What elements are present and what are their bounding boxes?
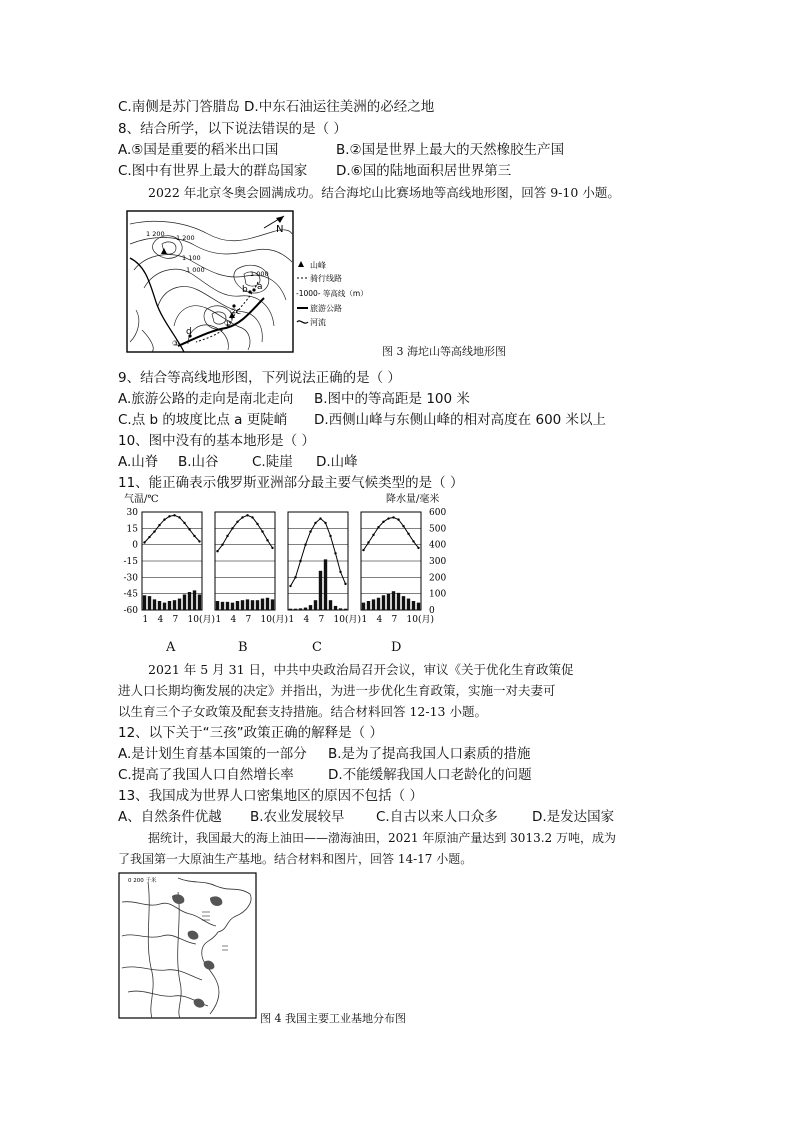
precip-bar <box>324 559 327 610</box>
precip-bar <box>402 596 405 610</box>
q9-stem: 9、结合等高线地形图，下列说法正确的是（ ） <box>118 370 401 386</box>
month-tick-label: 7 <box>318 615 325 625</box>
temp-point <box>158 524 160 526</box>
temp-point <box>193 535 195 537</box>
chart-label-b: B <box>238 640 248 655</box>
precip-bar <box>178 599 181 610</box>
temp-point <box>163 518 165 520</box>
q10-option-a: A.山脊 <box>118 454 159 470</box>
temp-point <box>417 547 419 549</box>
month-tick-label: 10(月) <box>333 615 361 625</box>
precip-bar <box>261 599 264 610</box>
chart-label-a: A <box>166 640 176 655</box>
circled-number: ③ <box>172 339 180 348</box>
chart-label-c: C <box>312 640 322 655</box>
temp-point <box>314 522 316 524</box>
intro-12-13-line2: 进人口长期均衡发展的决定》并指出，为进一步优化生育政策，实施一对夫妻可 <box>118 683 556 698</box>
contour-label: 1 200 <box>146 230 165 238</box>
temp-point <box>241 516 243 518</box>
temp-point <box>299 560 301 562</box>
temp-point <box>256 523 258 525</box>
climate-charts <box>118 490 458 640</box>
q9-option-b: B.图中的等高距是 100 米 <box>314 391 470 407</box>
chart-label-d: D <box>391 640 402 655</box>
precip-bar <box>314 600 317 610</box>
temp-point <box>362 549 364 551</box>
q12-option-a: A.是计划生育基本国策的一部分 <box>118 746 307 762</box>
precip-bar <box>329 600 332 610</box>
temp-point <box>183 522 185 524</box>
precip-tick-label: 400 <box>429 540 447 551</box>
fig4-caption: 图 4 我国主要工业基地分布图 <box>260 1012 406 1025</box>
temp-point <box>178 516 180 518</box>
precip-bar <box>372 599 375 610</box>
q9-option-c: C.点 b 的坡度比点 a 更陡峭 <box>118 412 288 428</box>
month-tick-label: 1 <box>361 615 368 625</box>
temp-axis-title: 气温/℃ <box>124 494 159 505</box>
precip-tick-label: 300 <box>429 557 447 567</box>
precip-bar <box>392 591 395 610</box>
precip-bar <box>344 609 347 610</box>
precip-bar <box>183 594 186 610</box>
legend-river: 河流 <box>310 318 326 327</box>
month-tick-label: 7 <box>172 615 179 625</box>
precip-tick-label: 500 <box>429 524 447 535</box>
temp-tick-label: 0 <box>132 540 138 551</box>
month-tick-label: 4 <box>230 615 237 625</box>
q12-option-b: B.是为了提高我国人口素质的措施 <box>328 746 531 762</box>
contour-label: 1 000 <box>250 270 269 278</box>
precip-bar <box>153 599 156 610</box>
temp-point <box>319 517 321 519</box>
temp-point <box>153 530 155 532</box>
precip-bar <box>377 598 380 610</box>
month-tick-label: 10(月) <box>406 615 434 625</box>
q10-option-d: D.山峰 <box>316 454 358 470</box>
precip-bar <box>193 590 196 610</box>
industrial-base-map <box>118 872 258 1020</box>
precip-bar <box>417 603 420 610</box>
precip-bar <box>362 603 365 610</box>
q12-option-c: C.提高了我国人口自然增长率 <box>118 767 294 783</box>
precip-bar <box>299 608 302 610</box>
precip-bar <box>158 601 161 610</box>
legend-contour: -1000- 等高线（m） <box>296 289 368 298</box>
q12-option-d: D.不能缓解我国人口老龄化的问题 <box>328 767 532 783</box>
q13-option-b: B.农业发展较早 <box>250 809 345 825</box>
precip-bar <box>198 594 201 610</box>
contour-map-legend <box>296 260 378 334</box>
q11-stem: 11、能正确表示俄罗斯亚洲部分最主要气候类型的是（ ） <box>118 475 464 491</box>
month-tick-label: 1 <box>142 615 149 625</box>
intro-12-13-line3: 以生育三个子女政策及配套支持措施。结合材料回答 12-13 小题。 <box>118 704 487 719</box>
temp-point <box>407 533 409 535</box>
temp-point <box>148 536 150 538</box>
precip-bar <box>231 603 234 610</box>
precip-bar <box>367 601 370 610</box>
point-d: d <box>186 327 192 337</box>
month-tick-label: 1 <box>215 615 222 625</box>
temp-point <box>377 526 379 528</box>
q10-option-b: B.山谷 <box>178 454 219 470</box>
q10-option-c: C.陡崖 <box>252 454 293 470</box>
temp-point <box>226 535 228 537</box>
contour-label: 1 000 <box>186 266 205 274</box>
temp-point <box>143 541 145 543</box>
temp-tick-label: -30 <box>123 573 138 584</box>
peak-icon <box>298 261 304 267</box>
point-b: b <box>242 285 248 295</box>
precip-bar <box>246 599 249 610</box>
precip-bar <box>289 609 292 610</box>
q8-option-a: A.⑤国是重要的稻米出口国 <box>118 142 279 158</box>
precip-bar <box>382 595 385 610</box>
temp-point <box>221 543 223 545</box>
temp-point <box>344 583 346 585</box>
month-tick-label: 7 <box>391 615 398 625</box>
temp-point <box>402 525 404 527</box>
temp-point <box>387 517 389 519</box>
temp-point <box>367 541 369 543</box>
q13-option-d: D.是发达国家 <box>532 809 615 825</box>
temp-point <box>372 534 374 536</box>
temp-point <box>304 543 306 545</box>
contour-map <box>126 210 296 355</box>
circled-number: ① <box>224 319 232 328</box>
temp-tick-label: -15 <box>123 557 138 567</box>
q13-stem: 13、我国成为世界人口密集地区的原因不包括（ ） <box>118 788 423 804</box>
q9-option-d: D.西侧山峰与东侧山峰的相对高度在 600 米以上 <box>314 412 607 428</box>
temp-point <box>309 530 311 532</box>
temp-tick-label: -45 <box>123 589 138 600</box>
precip-bar <box>334 606 337 610</box>
temp-point <box>246 514 248 516</box>
precip-tick-label: 200 <box>429 573 447 584</box>
precip-bar <box>168 601 171 610</box>
circled-number: ② <box>230 307 238 316</box>
month-tick-label: 4 <box>376 615 383 625</box>
precip-bar <box>387 594 390 610</box>
precip-bar <box>256 600 259 610</box>
point-c: c <box>236 307 241 317</box>
precip-bar <box>241 600 244 610</box>
precip-bar <box>216 601 219 610</box>
temp-point <box>289 585 291 587</box>
temp-point <box>231 527 233 529</box>
precip-bar <box>143 595 146 610</box>
q9-option-a: A.旅游公路的走向是南北走向 <box>118 391 294 407</box>
temp-point <box>397 518 399 520</box>
intro-14-17-line2: 了我国第一大原油生产基地。结合材料和图片，回答 14-17 小题。 <box>118 852 473 866</box>
temp-point <box>294 576 296 578</box>
temp-point <box>392 516 394 518</box>
month-tick-label: 7 <box>245 615 252 625</box>
precip-bar <box>188 592 191 610</box>
temp-point <box>339 571 341 573</box>
precip-bar <box>397 593 400 610</box>
q13-option-a: A、自然条件优越 <box>118 809 222 825</box>
temp-point <box>198 540 200 542</box>
intro-9-10: 2022 年北京冬奥会圆满成功。结合海坨山比赛场地等高线地形图，回答 9-10 小题。 <box>148 185 620 200</box>
temp-point <box>251 516 253 518</box>
precip-bar <box>304 608 307 610</box>
month-tick-label: 1 <box>288 615 295 625</box>
q12-stem: 12、以下关于“三孩”政策正确的解释是（ ） <box>118 725 383 741</box>
temp-point <box>216 550 218 552</box>
precip-tick-label: 600 <box>429 508 447 518</box>
precip-bar <box>163 603 166 610</box>
q13-option-c: C.自古以来人口众多 <box>376 809 498 825</box>
q8-stem: 8、结合所学，以下说法错误的是（ ） <box>118 121 347 137</box>
precip-bar <box>148 596 151 610</box>
map-scale: 0 200 千米 <box>128 878 157 884</box>
precip-bar <box>236 601 239 610</box>
precip-bar <box>339 608 342 610</box>
temp-point <box>188 528 190 530</box>
contour-label: 1 100 <box>182 254 201 262</box>
intro-12-13-line1: 2021 年 5 月 31 日，中共中央政治局召开会议，审议《关于优化生育政策促 <box>148 662 574 677</box>
precip-tick-label: 100 <box>429 589 447 600</box>
north-label: N <box>276 224 284 235</box>
temp-point <box>412 540 414 542</box>
temp-tick-label: 15 <box>126 524 138 535</box>
q8-option-d: D.⑥国的陆地面积居世界第三 <box>336 163 512 179</box>
temp-point <box>382 521 384 523</box>
temp-point <box>329 535 331 537</box>
temp-tick-label: 30 <box>126 508 138 518</box>
temp-point <box>236 521 238 523</box>
temp-point <box>324 522 326 524</box>
precip-bar <box>173 600 176 610</box>
legend-trail: 骑行线路 <box>310 274 342 283</box>
precip-bar <box>319 571 322 610</box>
month-tick-label: 4 <box>303 615 310 625</box>
temp-point <box>173 514 175 516</box>
point-a: a <box>257 282 263 292</box>
precip-bar <box>294 609 297 610</box>
month-tick-label: 10(月) <box>260 615 288 625</box>
contour-label: 1 200 <box>176 234 195 242</box>
precip-bar <box>271 599 274 610</box>
precip-bar <box>412 601 415 610</box>
precip-axis-title: 降水量/毫米 <box>386 494 440 505</box>
precip-bar <box>221 602 224 610</box>
intro-14-17-line1: 据统计，我国最大的海上油田——渤海油田，2021 年原油产量达到 3013.2 万吨，成为 <box>148 831 616 845</box>
temp-point <box>266 539 268 541</box>
precip-bar <box>226 602 229 610</box>
fig3-caption: 图 3 海坨山等高线地形图 <box>382 345 506 358</box>
precip-tick-label: 0 <box>429 606 435 616</box>
legend-road: 旅游公路 <box>310 304 342 313</box>
precip-bar <box>309 605 312 610</box>
month-tick-label: 10(月) <box>187 615 215 625</box>
legend-peak: 山峰 <box>310 261 326 270</box>
precip-bar <box>407 599 410 610</box>
precip-bar <box>251 600 254 610</box>
temp-point <box>168 515 170 517</box>
temp-tick-label: -60 <box>123 606 138 616</box>
temp-point <box>334 552 336 554</box>
temp-point <box>271 547 273 549</box>
q10-stem: 10、图中没有的基本地形是（ ） <box>118 433 315 449</box>
month-tick-label: 4 <box>157 615 164 625</box>
precip-bar <box>266 598 269 610</box>
q7-option-line: C.南侧是苏门答腊岛 D.中东石油运往美洲的必经之地 <box>118 99 435 115</box>
q8-option-b: B.②国是世界上最大的天然橡胶生产国 <box>336 142 565 158</box>
temp-point <box>261 530 263 532</box>
q8-option-c: C.图中有世界上最大的群岛国家 <box>118 163 308 179</box>
